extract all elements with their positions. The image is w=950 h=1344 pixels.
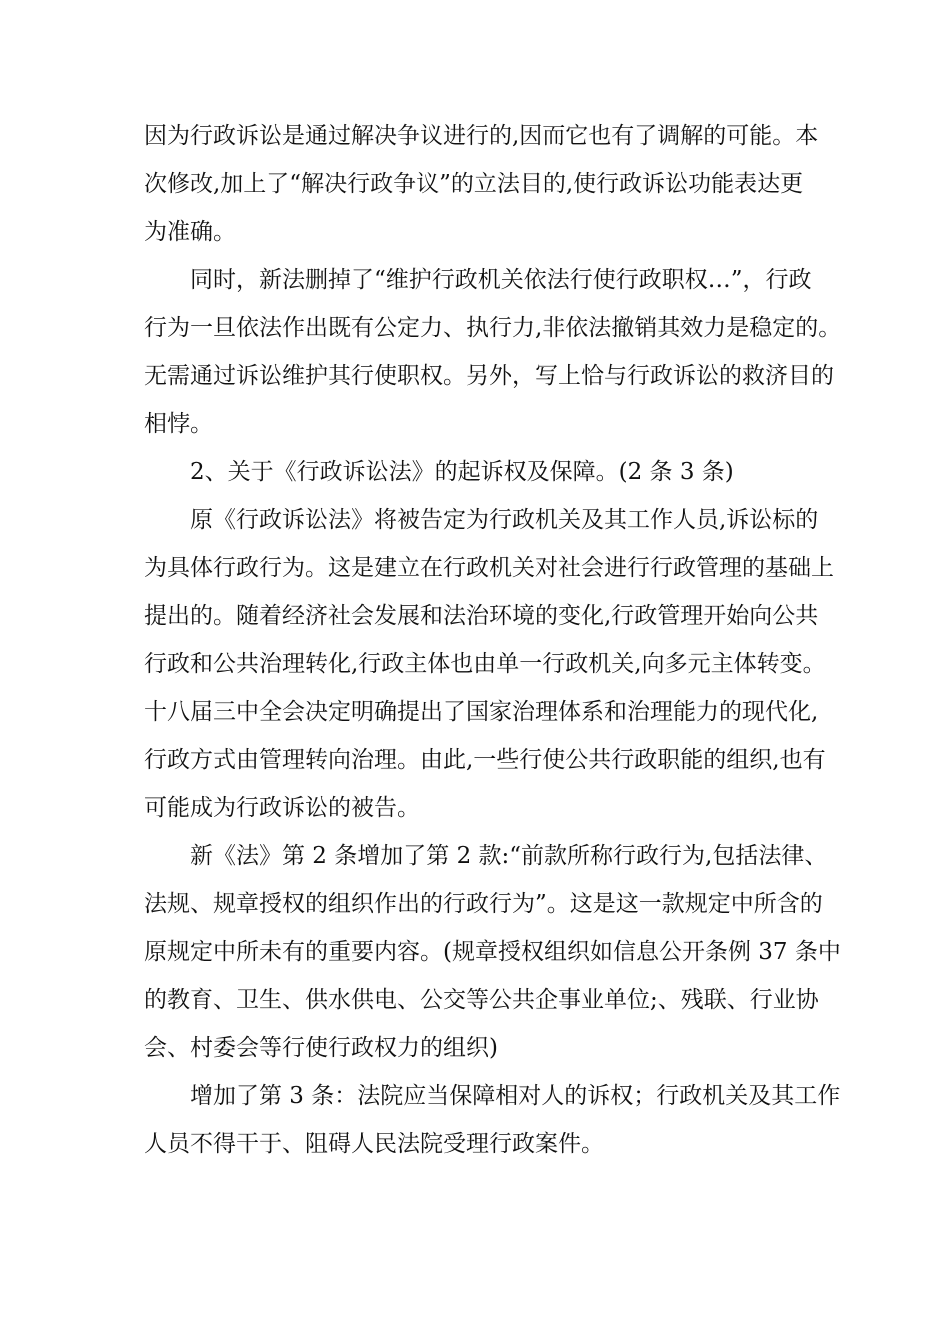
text-line: 可能成为行政诉讼的被告。 (144, 795, 420, 821)
text-line: 法规、规章授权的组织作出的行政行为”。这是这一款规定中所含的 (144, 891, 823, 917)
text-line: 会、村委会等行使行政权力的组织) (144, 1035, 498, 1061)
text-line: 无需通过诉讼维护其行使职权。另外，写上恰与行政诉讼的救济目的 (144, 363, 834, 389)
text-line: 为准确。 (144, 219, 236, 245)
text-line: 人员不得干于、阻碍人民法院受理行政案件。 (144, 1131, 604, 1157)
text-line: 原《行政诉讼法》将被告定为行政机关及其工作人员,诉讼标的 (190, 507, 819, 533)
paragraph-4 (144, 496, 834, 832)
paragraph-6 (144, 1072, 841, 1168)
text-line: 因为行政诉讼是通过解决争议进行的,因而它也有了调解的可能。本 (144, 123, 819, 149)
text-line: 次修改,加上了“解决行政争议”的立法目的,使行政诉讼功能表达更 (144, 171, 804, 197)
text-line: 新《法》第 2 条增加了第 2 款:“前款所称行政行为,包括法律、 (190, 843, 828, 869)
text-line: 十八届三中全会决定明确提出了国家治理体系和治理能力的现代化, (144, 699, 819, 725)
text-line: 的教育、卫生、供水供电、公交等公共企事业单位;、残联、行业协 (144, 987, 819, 1013)
text-line: 增加了第 3 条：法院应当保障相对人的诉权；行政机关及其工作 (190, 1083, 841, 1109)
text-line: 原规定中所未有的重要内容。(规章授权组织如信息公开条例 37 条中 (144, 939, 841, 965)
text-line: 提出的。随着经济社会发展和法治环境的变化,行政管理开始向公共 (144, 603, 819, 629)
paragraph-1 (144, 112, 819, 256)
paragraph-5 (144, 832, 841, 1072)
text-line: 行政和公共治理转化,行政主体也由单一行政机关,向多元主体转变。 (144, 651, 826, 677)
document-body (144, 112, 842, 1168)
section-heading (144, 448, 814, 496)
text-line: 同时，新法删掉了“维护行政机关依法行使行政职权…”，行政 (190, 267, 812, 293)
text-line: 2、关于《行政诉讼法》的起诉权及保障。(2 条 3 条) (190, 459, 734, 485)
text-line: 行为一旦依法作出既有公定力、执行力,非依法撤销其效力是稳定的。 (144, 315, 842, 341)
text-line: 相悖。 (144, 411, 213, 437)
text-line: 为具体行政行为。这是建立在行政机关对社会进行行政管理的基础上 (144, 555, 834, 581)
paragraph-2 (144, 256, 842, 448)
text-line: 行政方式由管理转向治理。由此,一些行使公共行政职能的组织,也有 (144, 747, 826, 773)
